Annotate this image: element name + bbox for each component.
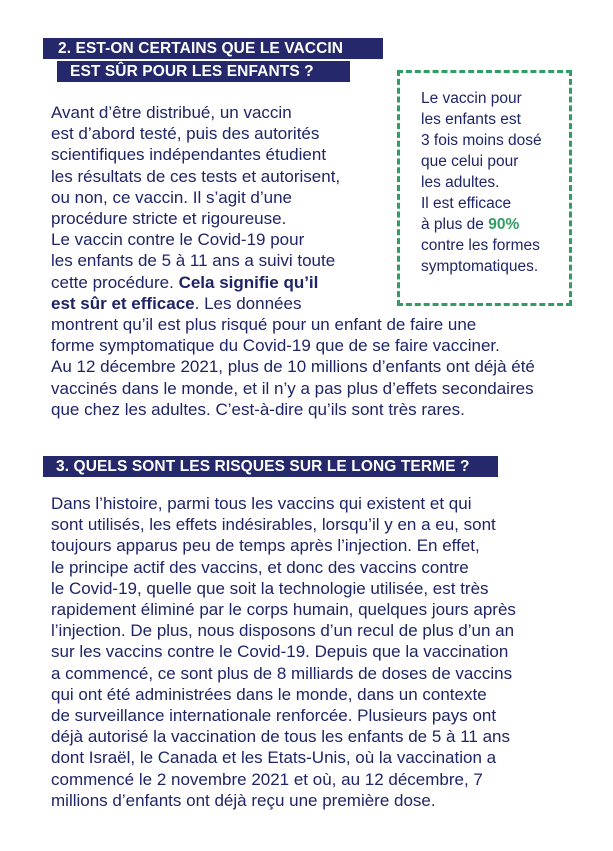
body-line: les enfants de 5 à 11 ans a suivi toute — [51, 251, 336, 271]
body-line: vaccinés dans le monde, et il n’y a pas plus d’effets secondaires — [51, 378, 534, 398]
section-2-heading-line-2: EST SÛR POUR LES ENFANTS ? — [57, 61, 350, 82]
body-line: qui ont été administrées dans le monde, dans un contexte — [51, 684, 487, 704]
body-line: le Covid-19, quelle que soit la technologie utilisée, est très — [51, 578, 489, 598]
body-line: le principe actif des vaccins, et donc des vaccins contre — [51, 557, 469, 577]
callout-line: que celui pour — [421, 153, 519, 170]
body-line: déjà autorisé la vaccination de tous les enfants de 5 à 11 ans — [51, 727, 510, 747]
body-line: Dans l’histoire, parmi tous les vaccins qui existent et qui — [51, 494, 472, 513]
body-line: dont Israël, le Canada et les Etats-Unis, où la vaccination a — [51, 748, 497, 768]
body-line: Avant d’être distribué, un vaccin — [51, 103, 292, 122]
body-line: les résultats de ces tests et autorisent, — [51, 166, 341, 186]
body-line: commencé le 2 novembre 2021 et où, au 12 décembre, 7 — [51, 769, 483, 789]
callout-line: Le vaccin pour — [421, 90, 522, 107]
body-line: ou non, ce vaccin. Il s’agit d’une — [51, 187, 292, 207]
callout-line: contre les formes — [421, 237, 540, 254]
body-line: est d’abord testé, puis des autorités — [51, 124, 320, 144]
bold-statement: est sûr et efficace — [51, 293, 195, 313]
callout-line: les adultes. — [421, 174, 500, 191]
body-line: millions d’enfants ont déjà reçu une première dose. — [51, 790, 436, 810]
body-line: forme symptomatique du Covid-19 que de se faire vacciner. — [51, 336, 500, 356]
callout-line: symptomatiques. — [421, 258, 539, 275]
body-line: toujours apparus peu de temps après l’injection. En effet, — [51, 536, 480, 556]
body-line: scientifiques indépendantes étudient — [51, 145, 327, 165]
section-2-heading-line-1: 2. EST-ON CERTAINS QUE LE VACCIN — [43, 38, 383, 59]
body-line: Au 12 décembre 2021, plus de 10 millions d’enfants ont déjà été — [51, 357, 535, 377]
body-line: rapidement éliminé par le corps humain, quelques jours après — [51, 600, 516, 620]
callout-line: les enfants est — [421, 111, 521, 128]
callout-line: à plus de — [421, 216, 489, 233]
efficacy-percentage: 90% — [488, 216, 520, 233]
body-line: procédure stricte et rigoureuse. — [51, 209, 287, 229]
section-3-body — [51, 493, 516, 811]
body-line: de surveillance internationale renforcée. Plusieurs pays ont — [51, 706, 497, 726]
section-3-heading: 3. QUELS SONT LES RISQUES SUR LE LONG TERME ? — [43, 456, 498, 477]
body-line: montrent qu’il est plus risqué pour un enfant de faire une — [51, 315, 477, 335]
callout-line: Il est efficace — [421, 195, 512, 212]
body-line: . Les données — [194, 293, 302, 313]
body-line: sur les vaccins contre le Covid-19. Depuis que la vaccination — [51, 642, 509, 662]
body-line: que chez les adultes. C’est-à-dire qu’ils sont très rares. — [51, 399, 465, 419]
bold-statement: Cela signifie qu’il — [178, 272, 319, 292]
section-2-body — [51, 102, 535, 420]
body-line: sont utilisés, les effets indésirables, lorsqu’il y en a eu, sont — [51, 515, 496, 535]
callout-line: 3 fois moins dosé — [421, 132, 542, 149]
body-line: Le vaccin contre le Covid-19 pour — [51, 230, 305, 250]
body-line: a commencé, ce sont plus de 8 milliards de doses de vaccins — [51, 663, 513, 683]
body-line: l’injection. De plus, nous disposons d’un recul de plus d’un an — [51, 621, 515, 641]
body-line: cette procédure. — [51, 272, 179, 292]
